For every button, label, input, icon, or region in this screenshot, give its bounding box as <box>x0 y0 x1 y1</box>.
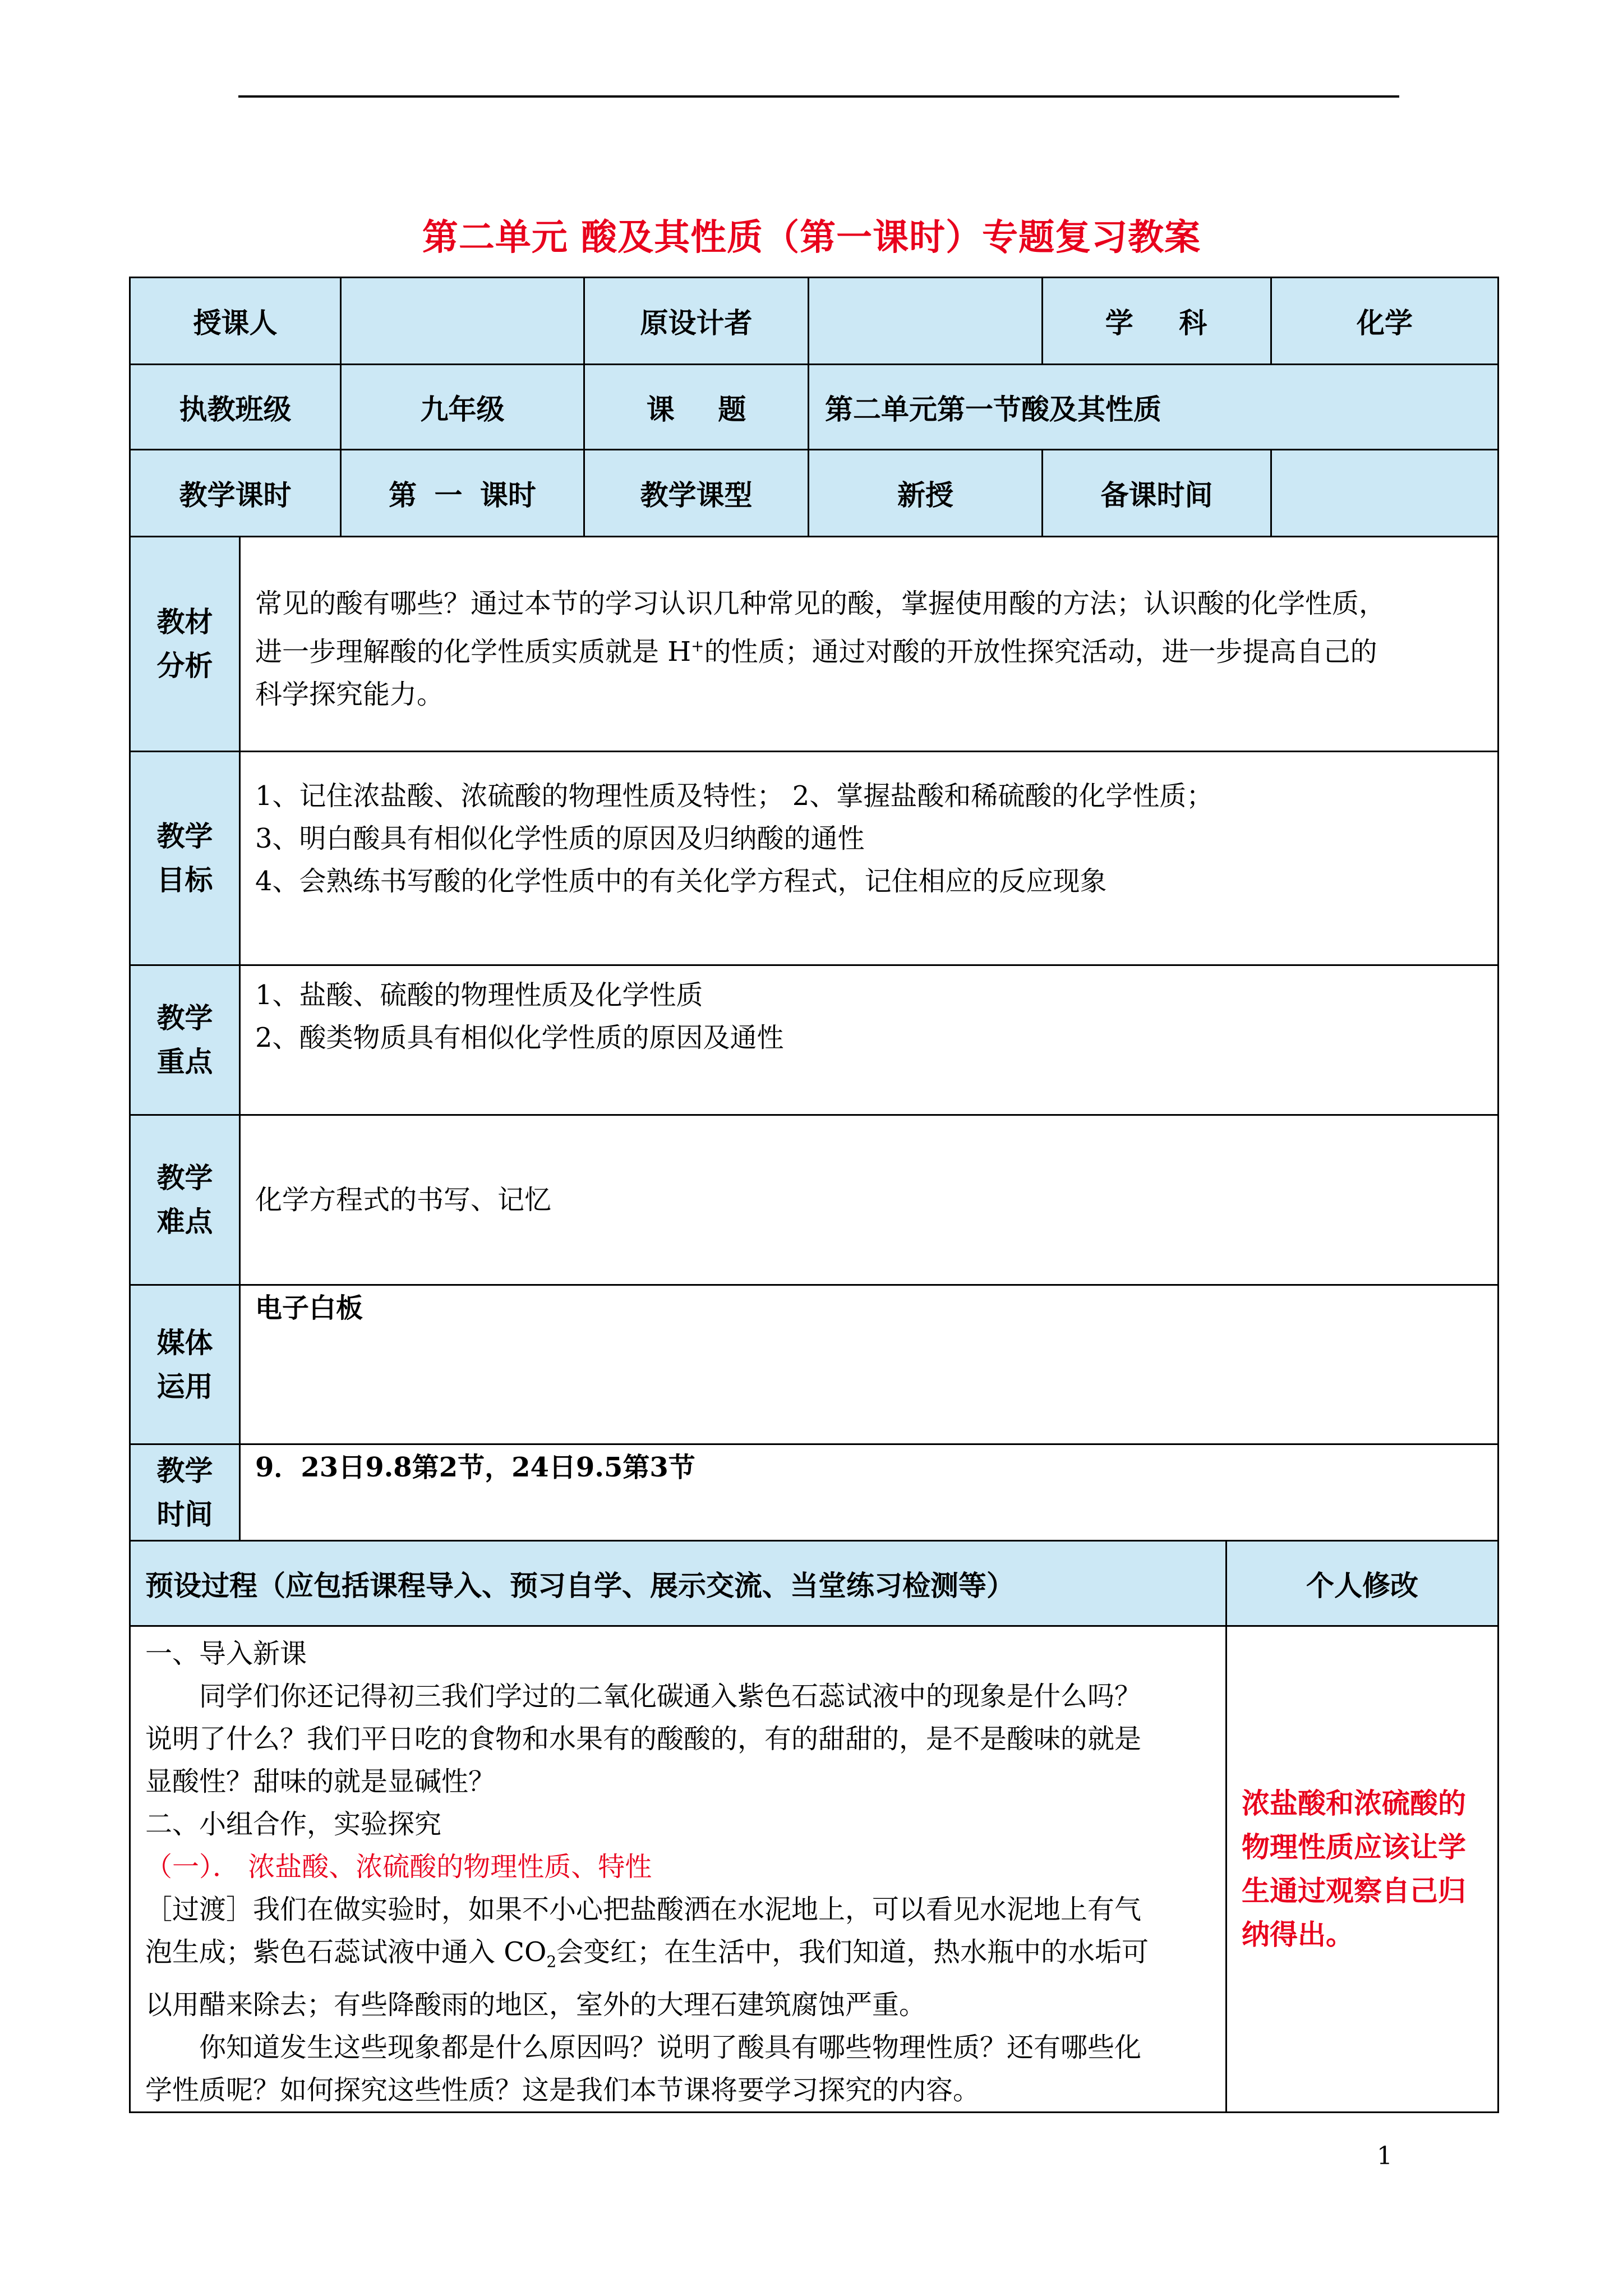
process-line: （一）． 浓盐酸、浓硫酸的物理性质、特性 <box>145 1851 652 1883</box>
process-heading: 预设过程（应包括课程导入、预习自学、展示交流、当堂练习检测等） <box>130 1541 1227 1626</box>
prep-value <box>1271 450 1498 537</box>
process-line: 你知道发生这些现象都是什么原因吗？说明了酸具有哪些物理性质？还有哪些化 <box>199 2031 1142 2063</box>
analysis-line-1: 常见的酸有哪些？通过本节的学习认识几种常见的酸，掌握使用酸的方法；认识酸的化学性质， <box>255 588 1386 619</box>
revision-note: 浓盐酸和浓硫酸的 物理性质应该让学 生通过观察自己归 纳得出。 <box>1227 1626 1498 2113</box>
process-line: 泡生成；紫色石蕊试液中通入 $CO_2$会变红；在生活中，我们知道，热水瓶中的水垢可 <box>145 1936 1149 1971</box>
page-number: 1 <box>1377 2142 1393 2170</box>
key-line-1: 1、盐酸、硫酸的物理性质及化学性质 <box>255 979 703 1011</box>
analysis-content <box>240 537 1498 752</box>
key-label: 教学 重点 <box>130 965 240 1115</box>
process-line: 说明了什么？我们平日吃的食物和水果有的酸酸的，有的甜甜的，是不是酸味的就是 <box>145 1723 1142 1755</box>
prep-label: 备课时间 <box>1043 450 1271 537</box>
goals-line-2: 3、明白酸具有相似化学性质的原因及归纳酸的通性 <box>255 823 865 854</box>
revision-heading: 个人修改 <box>1227 1541 1498 1626</box>
key-line-2: 2、酸类物质具有相似化学性质的原因及通性 <box>255 1022 784 1053</box>
process-table <box>129 1540 1499 2113</box>
goals-content <box>240 752 1498 965</box>
period-label: 教学课时 <box>130 450 341 537</box>
goals-label: 教学 目标 <box>130 752 240 965</box>
class-value: 九年级 <box>341 365 584 450</box>
time-label: 教学 时间 <box>130 1444 240 1541</box>
analysis-line-2: 进一步理解酸的化学性质实质就是 H+的性质；通过对酸的开放性探究活动，进一步提高自己的 <box>255 636 1377 668</box>
goals-line-3: 4、会熟练书写酸的化学性质中的有关化学方程式，记住相应的反应现象 <box>255 866 1107 897</box>
analysis-line-3: 科学探究能力。 <box>255 679 444 710</box>
process-line: 同学们你还记得初三我们学过的二氧化碳通入紫色石蕊试液中的现象是什么吗？ <box>199 1681 1142 1712</box>
process-line: ［过渡］我们在做实验时，如果不小心把盐酸洒在水泥地上，可以看见水泥地上有气 <box>145 1894 1142 1925</box>
difficulty-content: 化学方程式的书写、记忆 <box>240 1115 1498 1285</box>
process-line: 学性质呢？如何探究这些性质？这是我们本节课将要学习探究的内容。 <box>145 2074 980 2106</box>
class-label: 执教班级 <box>130 365 341 450</box>
process-line: 显酸性？甜味的就是显碱性？ <box>145 1766 496 1797</box>
difficulty-label: 教学 难点 <box>130 1115 240 1285</box>
subject-label: 学 科 <box>1043 278 1271 365</box>
media-label: 媒体 运用 <box>130 1285 240 1444</box>
process-line: 以用醋来除去；有些降酸雨的地区，室外的大理石建筑腐蚀严重。 <box>145 1989 926 2021</box>
topic-value: 第二单元第一节酸及其性质 <box>809 365 1498 450</box>
designer-value <box>809 278 1043 365</box>
process-content <box>130 1626 1227 2113</box>
type-label: 教学课型 <box>584 450 809 537</box>
header-rule <box>238 95 1399 98</box>
page-title: 第二单元 酸及其性质（第一课时）专题复习教案 <box>422 217 1201 259</box>
section-table <box>129 536 1499 1542</box>
process-line: 一、导入新课 <box>145 1638 307 1669</box>
media-content: 电子白板 <box>240 1285 1498 1444</box>
designer-label: 原设计者 <box>584 278 809 365</box>
teacher-value <box>341 278 584 365</box>
key-content <box>240 965 1498 1115</box>
goals-line-1: 1、记住浓盐酸、浓硫酸的物理性质及特性； 2、掌握盐酸和稀硫酸的化学性质； <box>255 780 1214 812</box>
info-table <box>129 277 1499 537</box>
time-content: 9．23日9.8第2节，24日9.5第3节 <box>240 1444 1498 1541</box>
subject-value: 化学 <box>1271 278 1498 365</box>
topic-label: 课 题 <box>584 365 809 450</box>
analysis-label: 教材 分析 <box>130 537 240 752</box>
process-line: 二、小组合作，实验探究 <box>145 1809 442 1840</box>
period-value: 第 一 课时 <box>341 450 584 537</box>
teacher-label: 授课人 <box>130 278 341 365</box>
type-value: 新授 <box>809 450 1043 537</box>
